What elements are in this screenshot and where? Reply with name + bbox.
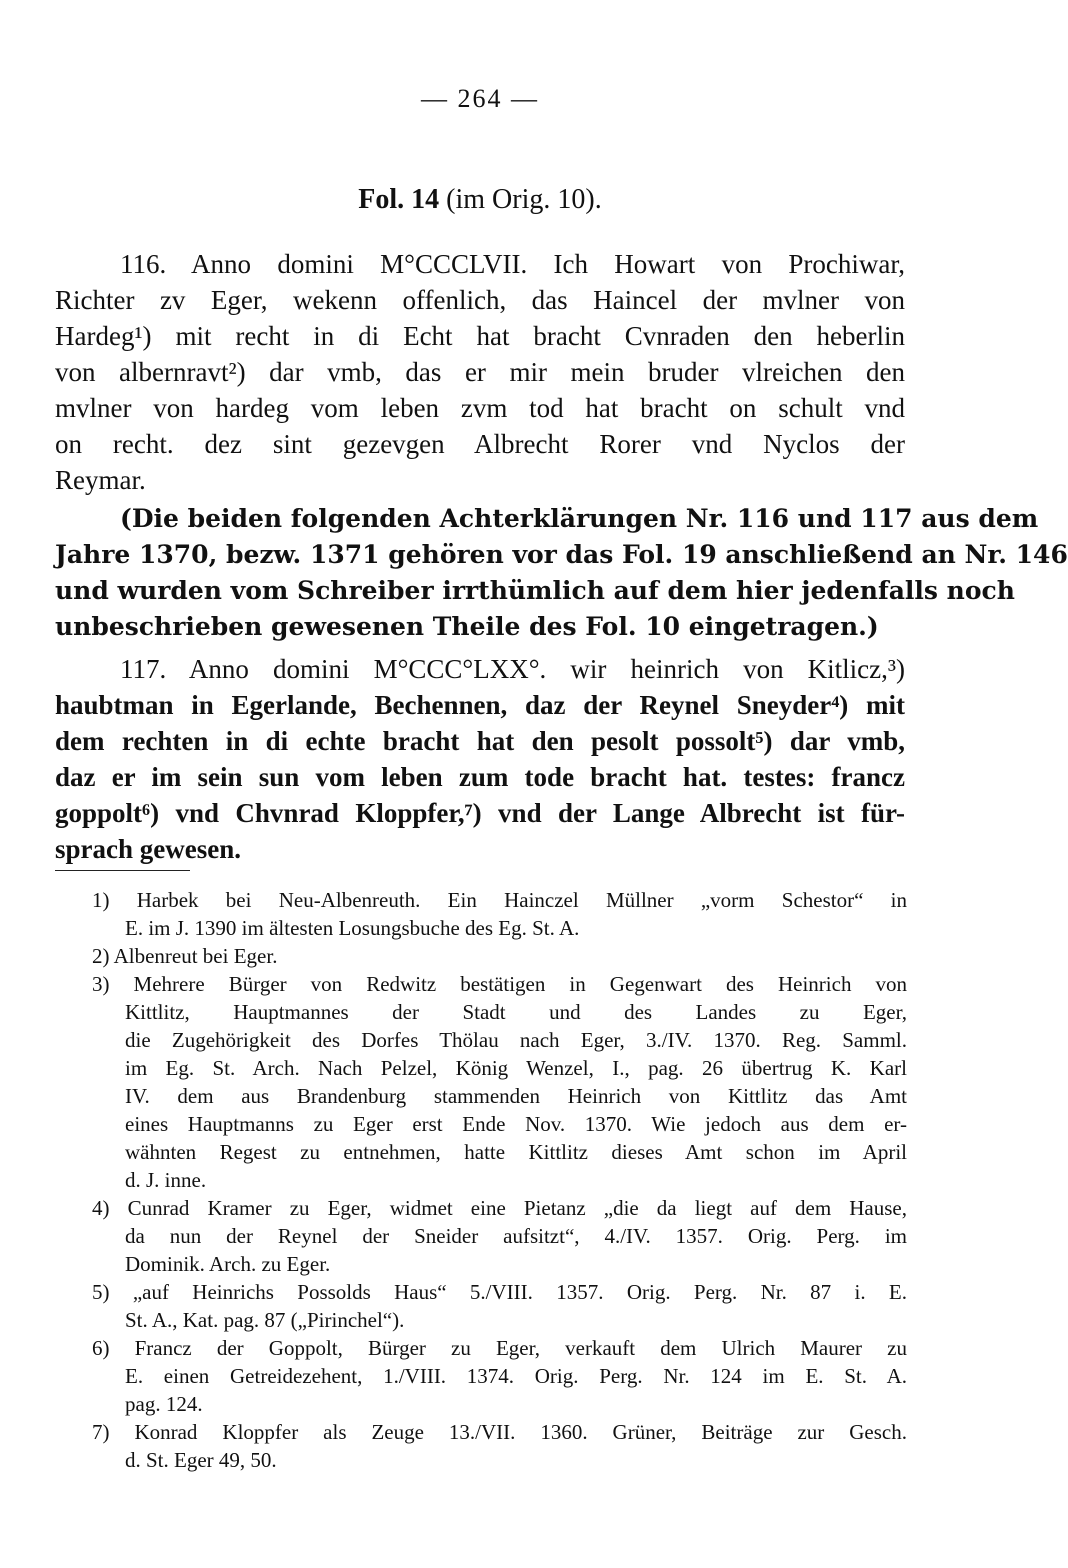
entry-116-line: Reymar. (55, 465, 146, 495)
footnote-line: Kittlitz, Hauptmannes der Stadt und des Landes zu Eger, (125, 1000, 907, 1024)
footnote-line: 7) Konrad Kloppfer als Zeuge 13./VII. 1360. Grüner, Beiträge zur Gesch. (92, 1420, 907, 1444)
footnote-line: die Zugehörigkeit des Dorfes Thölau nach Eger, 3./IV. 1370. Reg. Samml. (125, 1028, 907, 1052)
footnote-line: 3) Mehrere Bürger von Redwitz bestätigen in Gegenwart des Heinrich von (92, 972, 907, 996)
footnote-line: 2) Albenreut bei Eger. (92, 944, 278, 968)
entry-117-line: daz er im sein sun vom leben zum tode bracht hat. testes: francz (55, 762, 905, 792)
folio-heading (0, 184, 960, 216)
entry-116-line: von albernravt²) dar vmb, das er mir mein bruder vlreichen den (55, 357, 905, 387)
footnote-line: 6) Francz der Goppolt, Bürger zu Eger, verkauft dem Ulrich Maurer zu (92, 1336, 907, 1360)
footnote-line: pag. 124. (125, 1392, 203, 1416)
footnote-line: 5) „auf Heinrichs Possolds Haus“ 5./VIII. 1357. Orig. Perg. Nr. 87 i. E. (92, 1280, 907, 1304)
entry-117-line: 117. Anno domini M°CCC°LXX°. wir heinrich von Kitlicz,³) (120, 654, 905, 684)
footnote-line: E. einen Getreidezehent, 1./VIII. 1374. Orig. Perg. Nr. 124 im E. St. A. (125, 1364, 907, 1388)
editorial-note-line: und wurden vom Schreiber irrthümlich auf dem hier jedenfalls noch (55, 576, 1015, 605)
entry-117-line: sprach gewesen. (55, 834, 241, 864)
footnote-line: 1) Harbek bei Neu-Albenreuth. Ein Hainczel Müllner „vorm Schestor“ in (92, 888, 907, 912)
footnote-separator (55, 870, 190, 871)
footnote-line: Dominik. Arch. zu Eger. (125, 1252, 331, 1276)
footnote-line: 4) Cunrad Kramer zu Eger, widmet eine Pietanz „die da liegt auf dem Hause, (92, 1196, 907, 1220)
entry-116-line: mvlner von hardeg vom leben zvm tod hat bracht on schult vnd (55, 393, 905, 423)
footnote-line: d. St. Eger 49, 50. (125, 1448, 277, 1472)
footnote-line: d. J. inne. (125, 1168, 207, 1192)
editorial-note-line: Jahre 1370, bezw. 1371 gehören vor das Fol. 19 anschließend an Nr. 146 (55, 540, 1068, 569)
footnote-line: E. im J. 1390 im ältesten Losungsbuche des Eg. St. A. (125, 916, 580, 940)
entry-117-line: dem rechten in di echte bracht hat den pesolt possolt⁵) dar vmb, (55, 726, 905, 756)
footnote-line: im Eg. St. Arch. Nach Pelzel, König Wenzel, I., pag. 26 übertrug K. Karl (125, 1056, 907, 1080)
footnote-line: St. A., Kat. pag. 87 („Pirinchel“). (125, 1308, 405, 1332)
footnote-line: wähnten Regest zu entnehmen, hatte Kittlitz dieses Amt schon im April (125, 1140, 907, 1164)
footnote-line: eines Hauptmanns zu Eger erst Ende Nov. 1370. Wie jedoch aus dem er- (125, 1112, 907, 1136)
entry-116-line: Richter zv Eger, wekenn offenlich, das Haincel der mvlner von (55, 285, 905, 315)
folio-original-ref: (im Orig. 10). (439, 184, 602, 215)
editorial-note-line: (Die beiden folgenden Achterklärungen Nr. 116 und 117 aus dem (120, 504, 1039, 533)
entry-116-line: 116. Anno domini M°CCCLVII. Ich Howart von Prochiwar, (120, 249, 905, 279)
entry-116-line: on recht. dez sint gezevgen Albrecht Rorer vnd Nyclos der (55, 429, 905, 459)
entry-116-line: Hardeg¹) mit recht in di Echt hat bracht Cvnraden den heberlin (55, 321, 905, 351)
entry-117-line: goppolt⁶) vnd Chvnrad Kloppfer,⁷) vnd der Lange Albrecht ist für- (55, 798, 905, 828)
folio-number: Fol. 14 (358, 184, 440, 215)
entry-117-line: haubtman in Egerlande, Bechennen, daz der Reynel Sneyder⁴) mit (55, 690, 905, 720)
footnote-line: da nun der Reynel der Sneider aufsitzt“, 4./IV. 1357. Orig. Perg. im (125, 1224, 907, 1248)
page-number: — 264 — (421, 84, 539, 113)
editorial-note-line: unbeschrieben gewesenen Theile des Fol. 10 eingetragen.) (55, 612, 879, 641)
footnote-line: IV. dem aus Brandenburg stammenden Heinrich von Kittlitz das Amt (125, 1084, 907, 1108)
